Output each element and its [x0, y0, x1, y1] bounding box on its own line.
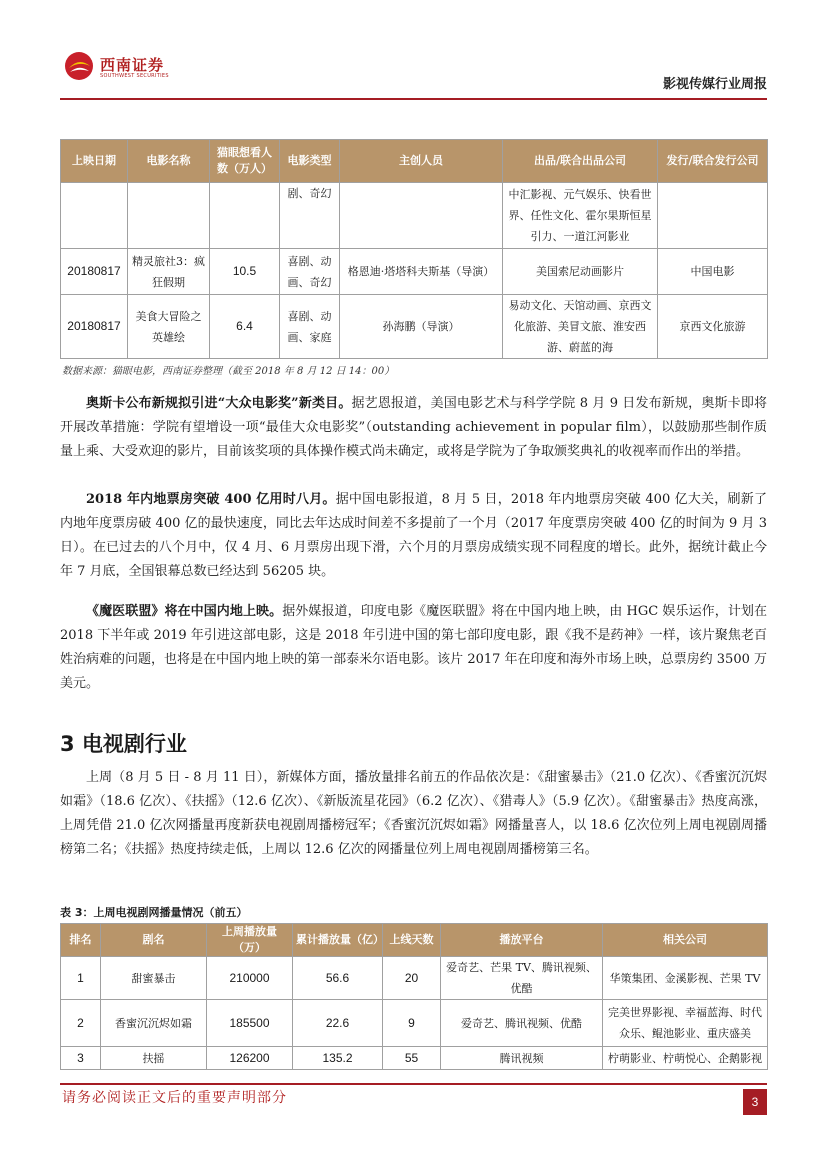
footer-divider — [60, 1083, 767, 1085]
paragraph-lead: 2018 年内地票房突破 400 亿用时八月。 — [86, 492, 336, 507]
table-caption: 表 3：上周电视剧网播量情况（前五） — [60, 906, 248, 919]
paragraph-body: 据外媒报道，印度电影《魔医联盟》将在中国内地上映，由 HGC 娱乐运作，计划在 2018 下半年或 2019 年引进这部电影，这是 2018 年引进中国的第七部印度电影，跟《我不是药神》一样，该片聚焦老百姓治病难的问题，也将是在中国内地上映的第一部泰米尔语电影。该片 2017 年在印度和海外市场上映，总票房约 3500 万美元。 — [60, 604, 767, 691]
column-header: 主创人员 — [340, 140, 503, 183]
section-number: 3 — [60, 732, 75, 756]
column-header: 排名 — [61, 924, 101, 957]
table-cell: 20 — [383, 957, 441, 1000]
table-cell: 剧、奇幻 — [280, 183, 340, 249]
southwest-securities-logo-icon — [64, 51, 94, 81]
column-header: 累计播放量（亿） — [293, 924, 383, 957]
table-cell: 中国电影 — [658, 249, 768, 295]
table-cell: 10.5 — [210, 249, 280, 295]
table-row — [61, 1000, 768, 1047]
column-header: 剧名 — [101, 924, 207, 957]
table-cell: 1 — [61, 957, 101, 1000]
column-header: 上映日期 — [61, 140, 128, 183]
table-row — [61, 1047, 768, 1070]
news-paragraph — [60, 488, 767, 584]
column-header: 出品/联合出品公司 — [503, 140, 658, 183]
table-cell — [658, 183, 768, 249]
table-cell: 喜剧、动画、家庭 — [280, 295, 340, 359]
paragraph-lead: 《魔医联盟》将在中国内地上映。 — [86, 604, 283, 619]
table-header-row — [61, 924, 768, 957]
table-cell: 华策集团、金溪影视、芒果 TV — [603, 957, 768, 1000]
section-heading — [60, 728, 187, 758]
table-cell: 中汇影视、元气娱乐、快看世界、任性文化、霍尔果斯恒星引力、一道江河影业 — [503, 183, 658, 249]
table-cell: 喜剧、动画、奇幻 — [280, 249, 340, 295]
table-cell: 185500 — [207, 1000, 293, 1047]
table-cell: 腾讯视频 — [441, 1047, 603, 1070]
table-cell — [128, 183, 210, 249]
table-row — [61, 183, 768, 249]
table-cell: 扶摇 — [101, 1047, 207, 1070]
movie-release-table — [60, 139, 768, 359]
table-cell: 爱奇艺、腾讯视频、优酷 — [441, 1000, 603, 1047]
table-cell: 20180817 — [61, 249, 128, 295]
table-cell: 易动文化、天馆动画、京西文化旅游、美冒文旅、淮安西游、蔚蓝的海 — [503, 295, 658, 359]
column-header: 发行/联合发行公司 — [658, 140, 768, 183]
table-cell: 美食大冒险之英雄绘 — [128, 295, 210, 359]
table-cell: 美国索尼动画影片 — [503, 249, 658, 295]
table-cell: 126200 — [207, 1047, 293, 1070]
table-row — [61, 249, 768, 295]
tv-paragraph: 上周（8 月 5 日 - 8 月 11 日），新媒体方面，播放量排名前五的作品依次是：《甜蜜暴击》（21.0 亿次）、《香蜜沉沉烬如霜》（18.6 亿次）、《扶摇》（12.6 亿次）、《新版流星花园》（6.2 亿次）、《猎毒人》（5.9 亿次）。《甜蜜暴击》热度高涨，上周凭借 21.0 亿次网播量再度新获电视剧周播榜冠军；《香蜜沉沉烬如霜》网播量喜人，以 18.6 亿次位列上周电视剧周播榜第二名；《扶摇》热度持续走低，上周以 12.6 亿次的网播量位列上周电视剧周播榜第三名。 — [60, 770, 767, 857]
table-cell: 135.2 — [293, 1047, 383, 1070]
table-cell — [61, 183, 128, 249]
disclaimer-notice: 请务必阅读正文后的重要声明部分 — [62, 1090, 287, 1106]
table-cell — [210, 183, 280, 249]
table-row — [61, 957, 768, 1000]
tv-ratings-table — [60, 923, 768, 1070]
paragraph-body: 据中国电影报道，8 月 5 日，2018 年内地票房突破 400 亿大关，刷新了内地年度票房破 400 亿的最快速度，同比去年达成时间差不多提前了一个月（2017 年度票房突破 400 亿的时间为 9 月 3 日）。在已过去的八个月中，仅 4 月、6 月票房出现下滑，六个月的月票房成绩实现不同程度的增长。此外，据统计截止今年 7 月底，全国银幕总数已经达到 56205 块。 — [60, 492, 768, 579]
table-cell: 20180817 — [61, 295, 128, 359]
brand-name: 西南证券 — [100, 56, 165, 74]
table-cell: 香蜜沉沉烬如霜 — [101, 1000, 207, 1047]
paragraph-body: 据艺恩报道，美国电影艺术与科学学院 8 月 9 日发布新规，奥斯卡即将开展改革措施：学院有望增设一项“最佳大众电影奖”（outstanding achievement in popular film），以鼓励那些制作质量上乘、大受欢迎的影片，目前该奖项的具体操作模式尚未确定，或将是学院为了争取颁奖典礼的收视率而作出的举措。 — [60, 396, 767, 459]
column-header: 上周播放量（万） — [207, 924, 293, 957]
table-cell: 精灵旅社3：疯狂假期 — [128, 249, 210, 295]
header-divider — [60, 98, 767, 100]
table-cell: 爱奇艺、芒果 TV、腾讯视频、优酷 — [441, 957, 603, 1000]
column-header: 相关公司 — [603, 924, 768, 957]
column-header: 电影类型 — [280, 140, 340, 183]
table-cell: 55 — [383, 1047, 441, 1070]
table-cell: 56.6 — [293, 957, 383, 1000]
table-cell: 9 — [383, 1000, 441, 1047]
column-header: 电影名称 — [128, 140, 210, 183]
column-header: 播放平台 — [441, 924, 603, 957]
table-row — [61, 295, 768, 359]
table-cell: 甜蜜暴击 — [101, 957, 207, 1000]
news-paragraph — [60, 392, 767, 464]
news-paragraph — [60, 600, 767, 696]
table-cell: 柠萌影业、柠萌悦心、企鹅影视 — [603, 1047, 768, 1070]
table-cell: 22.6 — [293, 1000, 383, 1047]
table-cell: 3 — [61, 1047, 101, 1070]
report-title: 影视传媒行业周报 — [662, 77, 767, 92]
section-title: 电视剧行业 — [81, 732, 187, 756]
table-cell: 京西文化旅游 — [658, 295, 768, 359]
table-cell: 完美世界影视、幸福蓝海、时代众乐、鲲池影业、重庆盛美 — [603, 1000, 768, 1047]
table-cell: 格恩迪·塔塔科夫斯基（导演） — [340, 249, 503, 295]
paragraph-lead: 奥斯卡公布新规拟引进“大众电影奖”新类目。 — [86, 396, 352, 411]
data-source-note: 数据来源：猫眼电影，西南证券整理（截至 2018 年 8 月 12 日 14：00） — [62, 366, 395, 377]
table-cell — [340, 183, 503, 249]
table-cell: 孙海鹏（导演） — [340, 295, 503, 359]
brand-name-en: SOUTHWEST SECURITIES — [100, 73, 169, 79]
table-cell: 2 — [61, 1000, 101, 1047]
column-header: 上线天数 — [383, 924, 441, 957]
page-number: 3 — [743, 1089, 767, 1115]
table-cell: 6.4 — [210, 295, 280, 359]
table-header-row — [61, 140, 768, 183]
table-cell: 210000 — [207, 957, 293, 1000]
column-header: 猫眼想看人数（万人） — [210, 140, 280, 183]
